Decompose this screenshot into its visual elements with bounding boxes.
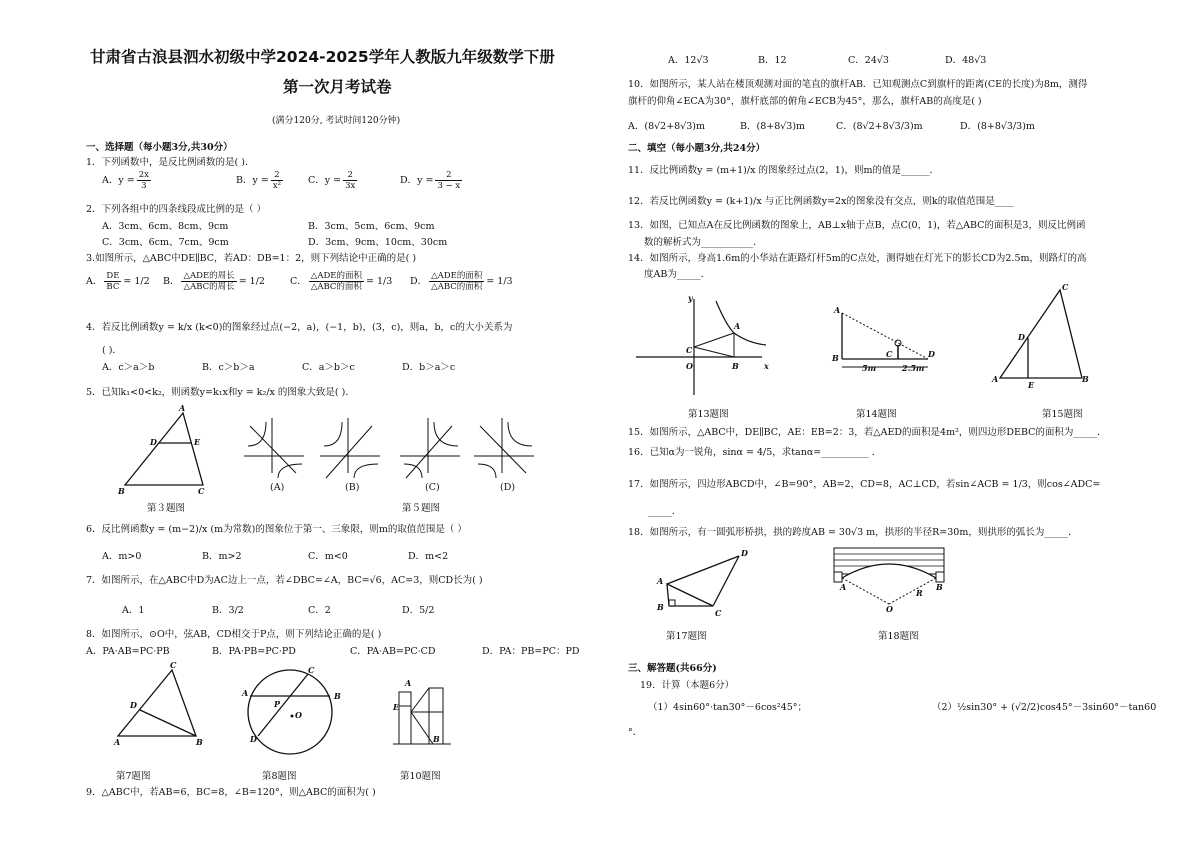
caption-fig17: 第17题图 xyxy=(666,631,707,642)
q9-option-d: D．48√3 xyxy=(945,55,987,66)
fig18-label-a: A xyxy=(840,582,847,592)
fig14-label-c: C xyxy=(886,349,893,359)
fig5-label-a: (A) xyxy=(270,482,285,493)
q1-option-b: B．y = $\frac{2}{\text{x²}}$ xyxy=(236,170,282,191)
question-13-line1: 13．如图，已知点A在反比例函数的图象上，AB⊥x轴于点B，点C(0，1)，若△ABC的面积是3，则反比例函 xyxy=(628,220,1086,231)
figure-q18 xyxy=(830,546,950,618)
fig18-label-r: R xyxy=(916,588,923,598)
q2-option-c: C．3cm、6cm、7cm、9cm xyxy=(102,237,229,248)
fig15-label-b: B xyxy=(1082,374,1089,384)
figure-q14 xyxy=(830,305,940,375)
fig7-label-d: D xyxy=(130,700,137,710)
caption-fig5: 第５题图 xyxy=(402,503,441,514)
question-6: 6．反比例函数y = (m−2)/x (m为常数)的图象位于第一、三象限，则m的取值范围是（ ） xyxy=(86,524,467,535)
fig3-label-b: B xyxy=(118,486,125,496)
fig17-label-a: A xyxy=(657,576,664,586)
fig14-label-d: D xyxy=(928,349,935,359)
page-title-line2: 第一次月考试卷 xyxy=(283,78,392,96)
question-8: 8．如图所示，⊙O中，弦AB，CD相交于P点，则下列结论正确的是( ) xyxy=(86,629,382,640)
fig13-label-y: y xyxy=(688,293,693,303)
q4-option-d: D．b＞a＞c xyxy=(402,362,456,373)
fig8-label-b: B xyxy=(334,691,341,701)
question-10-line2: 旗杆的仰角∠ECA为30°，旗杆底部的俯角∠ECB为45°，那么，旗杆AB的高度是( ) xyxy=(628,96,982,107)
fig8-label-d: D xyxy=(250,734,257,744)
caption-fig15: 第15题图 xyxy=(1042,409,1083,420)
fig5-label-c: (C) xyxy=(425,482,440,493)
q3-option-b: B． $\frac{\text{△ADE的周长}}{\text{△ABC的周长}}$ = 1/2 xyxy=(163,271,265,292)
q1-option-a: A．y = $\frac{2x}{3}$ xyxy=(102,170,149,191)
q7-option-b: B．3/2 xyxy=(212,605,244,616)
q6-option-a: A．m>0 xyxy=(102,551,142,562)
section-fill: 二、填空（每小题3分,共24分） xyxy=(628,143,766,154)
fig17-label-d: D xyxy=(741,548,748,558)
q2-option-d: D．3cm、9cm、10cm、30cm xyxy=(308,237,448,248)
fig5-label-d: (D) xyxy=(500,482,516,493)
fig18-label-b: B xyxy=(936,582,943,592)
fig15-label-c: C xyxy=(1062,282,1069,292)
q10-option-d: D．(8+8√3/3)m xyxy=(960,121,1035,132)
fig13-label-x: x xyxy=(764,361,769,371)
q19-part-2: （2）½sin30° + (√2/2)cos45°－3sin60°－tan60 xyxy=(932,702,1157,713)
fig8-label-o: O xyxy=(295,710,302,720)
fig7-label-a: A xyxy=(114,737,121,747)
fig13-label-o: O xyxy=(686,361,693,371)
q9-option-c: C．24√3 xyxy=(848,55,889,66)
question-7: 7．如图所示，在△ABC中D为AC边上一点，若∠DBC=∠A，BC=√6，AC=3，则CD长为( ) xyxy=(86,575,483,586)
question-17-line2: _____． xyxy=(648,506,682,517)
fig10-label-b: B xyxy=(433,734,440,744)
q6-option-b: B．m>2 xyxy=(202,551,242,562)
question-18: 18．如图所示，有一圆弧形桥拱，拱的跨度AB = 30√3 m，拱形的半径R=30m，则拱形的弧长为_____． xyxy=(628,527,1078,538)
fig13-label-b: B xyxy=(732,361,739,371)
q10-option-c: C．(8√2+8√3/3)m xyxy=(836,121,923,132)
fig17-label-b: B xyxy=(657,602,664,612)
fig13-label-c: C xyxy=(686,345,693,355)
q10-option-a: A．(8√2+8√3)m xyxy=(628,121,706,132)
q8-option-b: B．PA·PB=PC·PD xyxy=(212,646,296,657)
fig15-label-d: D xyxy=(1018,332,1025,342)
figure-q13 xyxy=(636,295,776,400)
figure-q17 xyxy=(655,548,755,618)
fig14-label-25m: 2.5m xyxy=(902,363,925,373)
page-title: 甘肃省古浪县泗水初级中学2024-2025学年人教版九年级数学下册 xyxy=(90,48,555,66)
question-13-line2: 数的解析式为___________． xyxy=(644,237,763,248)
fig8-label-p: P xyxy=(274,699,281,709)
q19-part-1: （1）4sin60°·tan30°－6cos²45°； xyxy=(648,702,808,713)
fig14-label-5m: 5m xyxy=(862,363,877,373)
figure-q10 xyxy=(393,678,453,748)
question-9: 9．△ABC中，若AB=6，BC=8，∠B=120°，则△ABC的面积为( ) xyxy=(86,787,376,798)
q4-blank: ( )． xyxy=(102,345,122,356)
q7-option-c: C．2 xyxy=(308,605,331,616)
q8-option-c: C．PA·AB=PC·CD xyxy=(350,646,436,657)
q2-option-a: A．3cm、6cm、8cm、9cm xyxy=(102,221,229,232)
caption-fig13: 第13题图 xyxy=(688,409,729,420)
question-19: 19．计算（本题6分） xyxy=(640,680,735,691)
q10-option-b: B．(8+8√3)m xyxy=(740,121,806,132)
q4-option-b: B．c＞b＞a xyxy=(202,362,255,373)
fig17-label-c: C xyxy=(715,608,722,618)
q1-option-c: C．y = $\frac{2}{3x}$ xyxy=(308,170,356,191)
fig10-label-e: E xyxy=(393,702,400,712)
question-14-line1: 14．如图所示，身高1.6m的小华站在距路灯杆5m的C点处，测得她在灯光下的影长CD为2.5m，则路灯的高 xyxy=(628,253,1087,264)
fig5-graph-d xyxy=(474,418,534,478)
question-5: 5．已知k₁<0<k₂，则函数y=k₁x和y = k₂/x 的图象大致是( )． xyxy=(86,387,355,398)
fig3-label-e: E xyxy=(194,437,201,447)
q4-option-a: A．c＞a＞b xyxy=(102,362,155,373)
page-subtitle: (满分120分, 考试时间120分钟) xyxy=(272,116,401,126)
fig15-label-e: E xyxy=(1028,380,1035,390)
question-10-line1: 10．如图所示，某人站在楼顶观测对面的笔直的旗杆AB．已知观测点C到旗杆的距离(CE的长度)为8m，测得 xyxy=(628,79,1088,90)
q9-option-a: A．12√3 xyxy=(668,55,709,66)
fig14-label-a: A xyxy=(834,305,841,315)
fig8-label-c: C xyxy=(308,665,315,675)
question-11: 11．反比例函数y = (m+1)/x 的图象经过点(2，1)，则m的值是______． xyxy=(628,165,939,176)
caption-fig10: 第10题图 xyxy=(400,771,441,782)
section-choice: 一、选择题（每小题3分,共30分） xyxy=(86,142,233,153)
figure-q3 xyxy=(115,405,215,495)
q1-option-d: D．y = $\frac{2}{3 - x}$ xyxy=(400,170,461,191)
q4-option-c: C．a＞b＞c xyxy=(302,362,355,373)
q2-option-b: B．3cm、5cm、6cm、9cm xyxy=(308,221,435,232)
fig18-label-o: O xyxy=(886,604,893,614)
fig15-label-a: A xyxy=(992,374,999,384)
fig5-graph-b xyxy=(320,418,380,478)
fig5-graph-a xyxy=(244,418,304,478)
question-4: 4．若反比例函数y = k/x (k<0)的图象经过点(−2，a)，(−1，b)，(3，c)，则a，b，c的大小关系为 xyxy=(86,322,513,333)
figure-q15 xyxy=(990,282,1100,392)
q7-option-d: D．5/2 xyxy=(402,605,435,616)
q6-option-c: C．m<0 xyxy=(308,551,348,562)
q3-option-a: A． $\frac{DE}{BC}$ = 1/2 xyxy=(86,271,150,292)
figure-q5 xyxy=(244,418,544,483)
q7-option-a: A．1 xyxy=(122,605,145,616)
fig8-label-a: A xyxy=(242,688,249,698)
section-answer: 三、解答题(共66分) xyxy=(628,663,717,674)
caption-fig18: 第18题图 xyxy=(878,631,919,642)
question-17-line1: 17．如图所示，四边形ABCD中，∠B=90°，AB=2，CD=8，AC⊥CD，若sin∠ACB = 1/3，则cos∠ADC= xyxy=(628,479,1101,490)
question-12: 12．若反比例函数y = (k+1)/x 与正比例函数y=2x的图象没有交点，则k的取值范围是____ xyxy=(628,196,1014,207)
caption-fig8: 第8题图 xyxy=(262,771,297,782)
q6-option-d: D．m<2 xyxy=(408,551,449,562)
question-1: 1．下列函数中，是反比例函数的是( )． xyxy=(86,157,255,168)
fig3-label-a: A xyxy=(179,403,186,413)
fig14-label-b: B xyxy=(832,353,839,363)
caption-fig3: 第３题图 xyxy=(147,503,186,514)
fig7-label-b: B xyxy=(196,737,203,747)
fig5-label-b: (B) xyxy=(345,482,360,493)
fig10-label-a: A xyxy=(405,678,412,688)
fig7-label-c: C xyxy=(170,660,177,670)
caption-fig14: 第14题图 xyxy=(856,409,897,420)
question-16: 16．已知α为一锐角，sinα = 4/5，求tanα=__________ ． xyxy=(628,447,882,458)
q8-option-d: D．PA：PB=PC：PD xyxy=(482,646,580,657)
q9-option-b: B．12 xyxy=(758,55,787,66)
fig5-graph-c xyxy=(400,418,460,478)
q3-option-d: D． $\frac{\text{△ADE的面积}}{\text{△ABC的面积}}$ = 1/3 xyxy=(410,271,513,292)
fig3-label-d: D xyxy=(150,437,157,447)
question-3: 3.如图所示，△ABC中DE∥BC，若AD：DB=1：2，则下列结论中正确的是( ) xyxy=(86,253,417,264)
question-2: 2．下列各组中的四条线段成比例的是（ ） xyxy=(86,204,267,215)
q19-tail: °． xyxy=(628,727,643,738)
fig3-label-c: C xyxy=(198,486,205,496)
question-15: 15．如图所示，△ABC中，DE∥BC，AE：EB=2：3，若△AED的面积是4m²，则四边形DEBC的面积为_____． xyxy=(628,427,1107,438)
caption-fig7: 第7题图 xyxy=(116,771,151,782)
figure-q8 xyxy=(240,665,345,760)
q8-option-a: A．PA·AB=PC·PB xyxy=(86,646,170,657)
question-14-line2: 度AB为_____． xyxy=(644,269,711,280)
fig13-label-a: A xyxy=(734,321,741,331)
figure-q7 xyxy=(110,660,210,745)
q3-option-c: C． $\frac{\text{△ADE的面积}}{\text{△ABC的面积}}$ = 1/3 xyxy=(290,271,393,292)
